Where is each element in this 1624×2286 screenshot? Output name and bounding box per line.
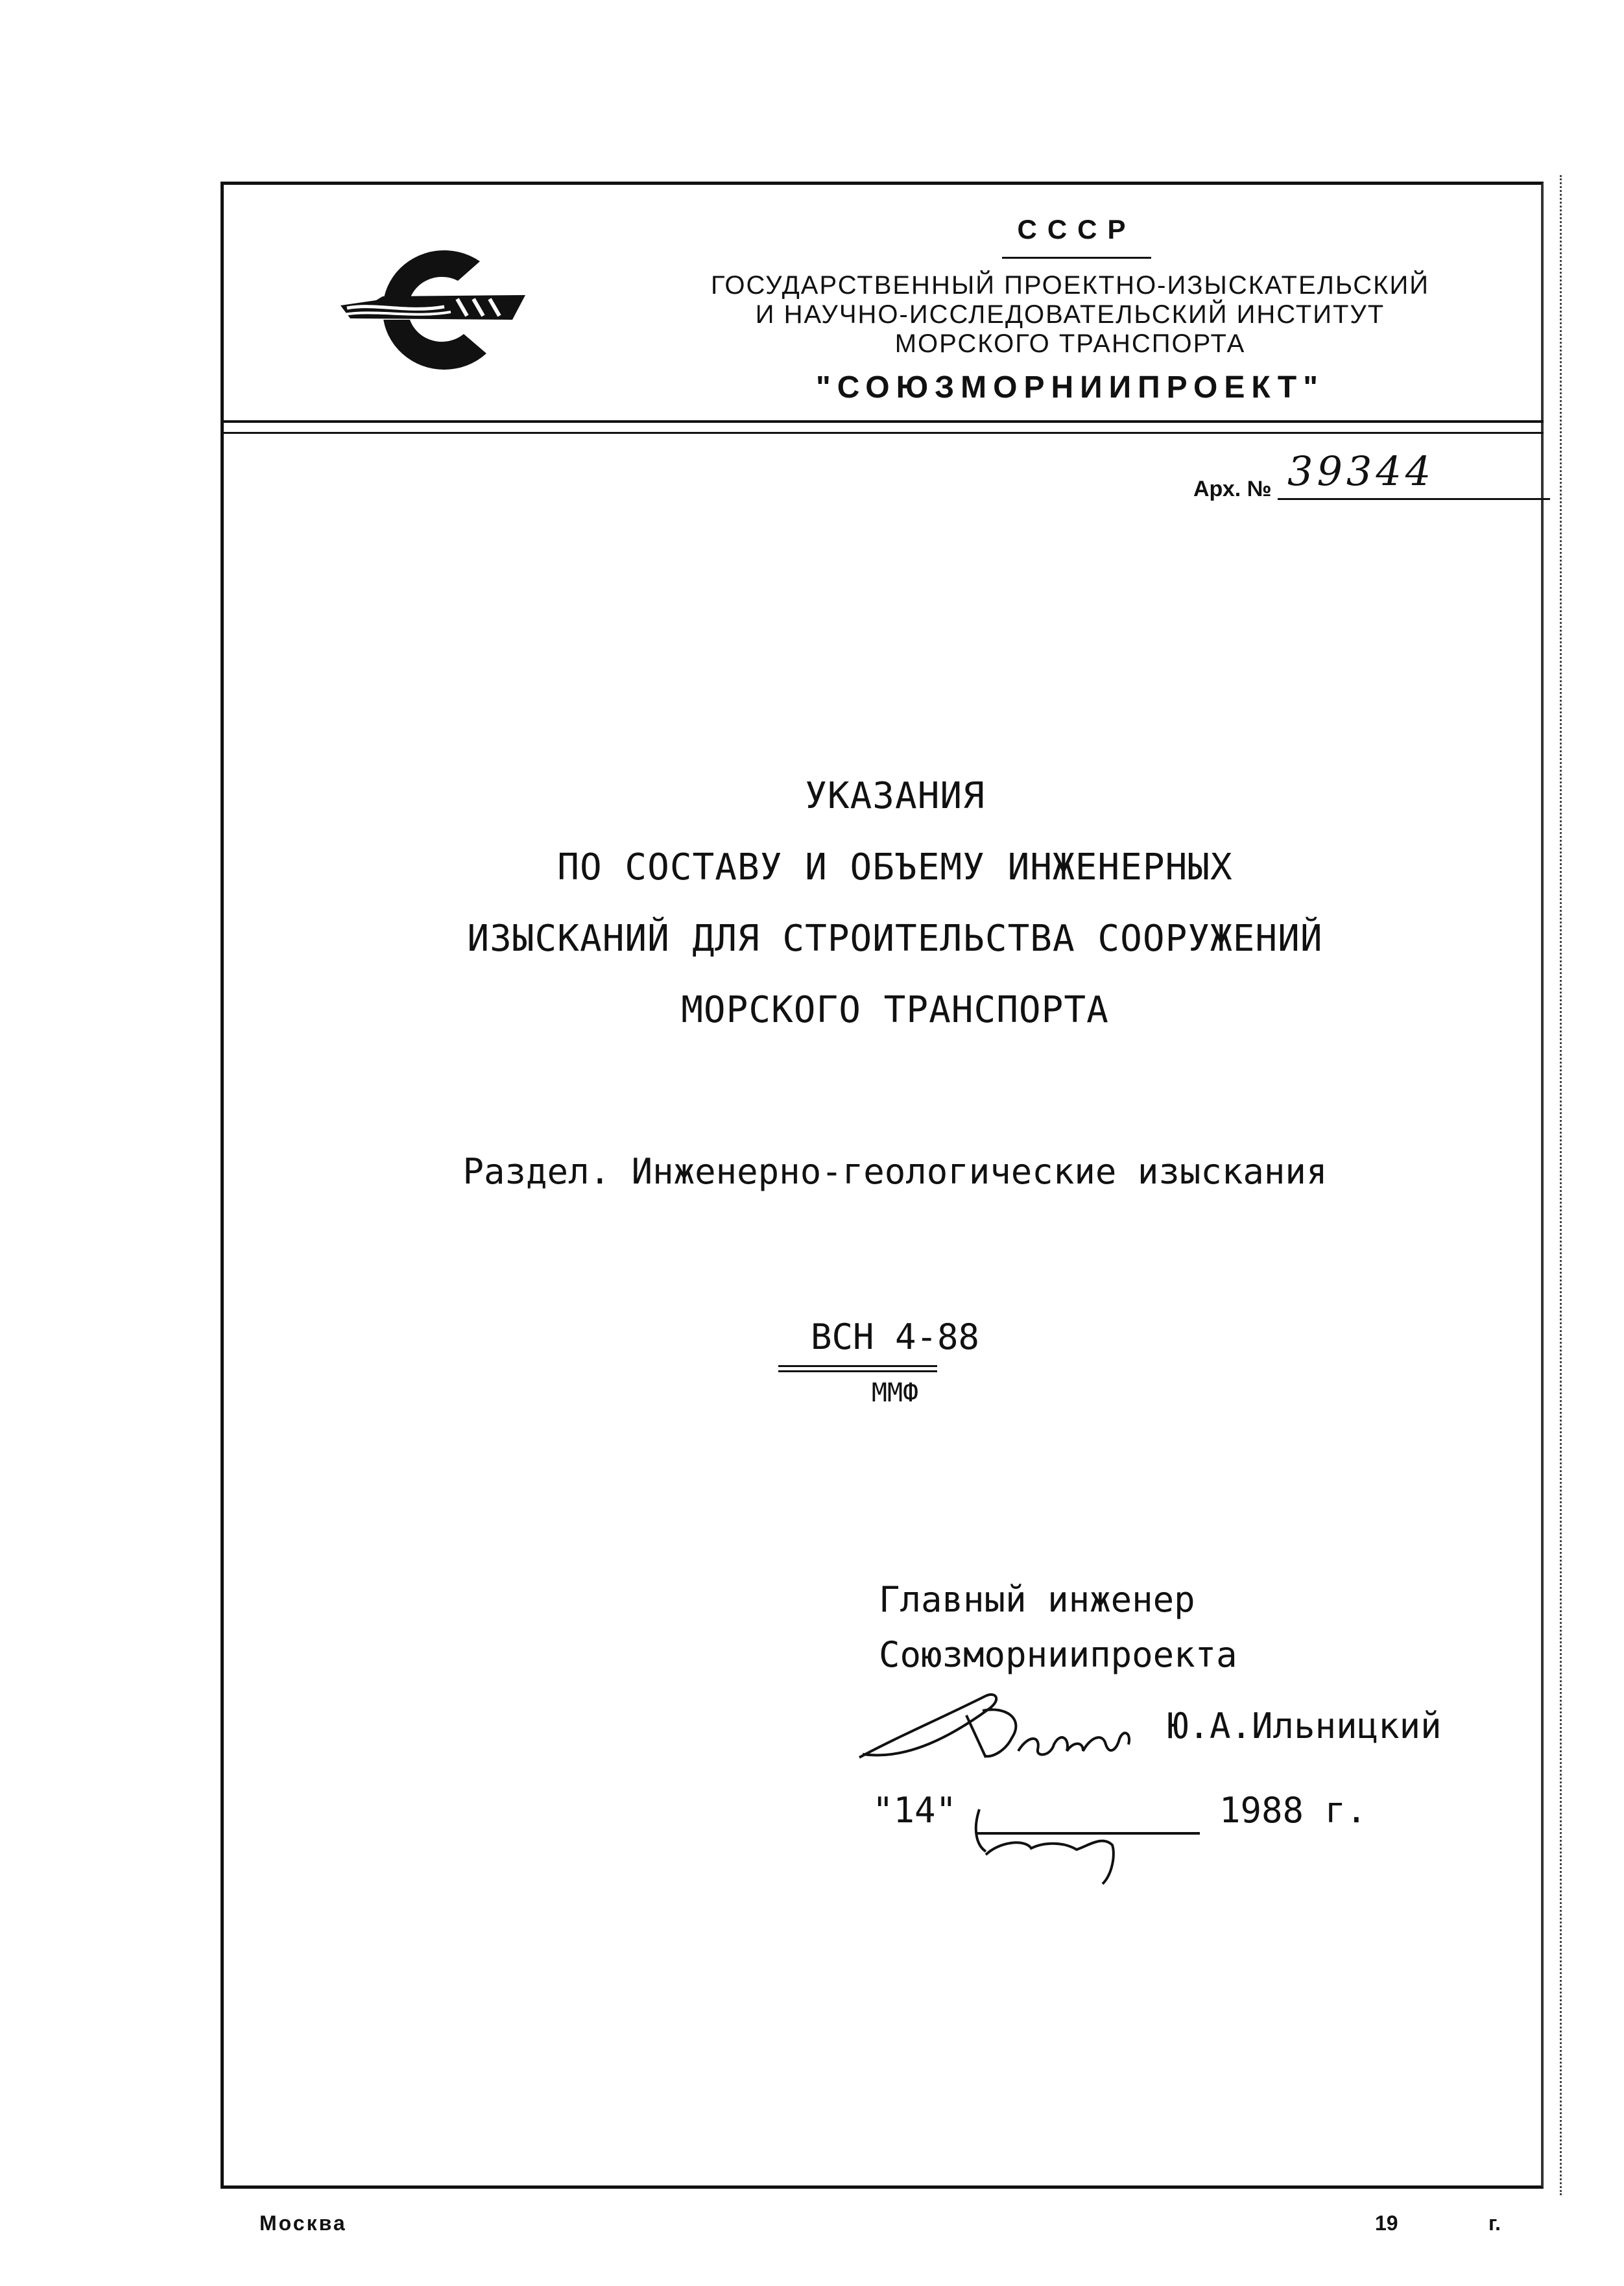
country-underline xyxy=(1002,257,1151,259)
archive-number-line xyxy=(1278,498,1550,500)
document-title-line: УКАЗАНИЯ xyxy=(805,775,985,817)
footer-year-suffix: г. xyxy=(1488,2211,1501,2235)
institute-line: ГОСУДАРСТВЕННЫЙ ПРОЕКТНО-ИЗЫСКАТЕЛЬСКИЙ xyxy=(711,271,1429,300)
archive-label: Арх. № xyxy=(1193,477,1272,501)
code-underline-second xyxy=(778,1370,937,1372)
document-title-line: ПО СОСТАВУ И ОБЪЕМУ ИНЖЕНЕРНЫХ xyxy=(557,846,1233,888)
approval-date-year: 1988 г. xyxy=(1219,1790,1367,1831)
organization-name: "СОЮЗМОРНИИПРОЕКТ" xyxy=(816,370,1324,405)
document-title-line: ИЗЫСКАНИЙ ДЛЯ СТРОИТЕЛЬСТВА СООРУЖЕНИЙ xyxy=(467,918,1323,960)
date-month-line xyxy=(976,1832,1200,1835)
ministry-label: ММФ xyxy=(871,1378,919,1408)
document-title-line: МОРСКОГО ТРАНСПОРТА xyxy=(681,989,1109,1031)
approval-position: Главный инженер xyxy=(879,1579,1195,1620)
institute-name xyxy=(649,271,1492,359)
archive-number: 39344 xyxy=(1287,447,1435,495)
country-name: СССР xyxy=(1017,214,1136,244)
document-code: ВСН 4-88 xyxy=(810,1316,980,1357)
signatory-name: Ю.А.Ильницкий xyxy=(1167,1706,1442,1746)
approval-date-day: "14" xyxy=(872,1790,957,1831)
institute-line: МОРСКОГО ТРАНСПОРТА xyxy=(894,329,1246,358)
header-divider xyxy=(221,420,1544,423)
institute-line: И НАУЧНО-ИССЛЕДОВАТЕЛЬСКИЙ ИНСТИТУТ xyxy=(755,300,1385,329)
code-underline xyxy=(778,1365,937,1367)
header-divider-second xyxy=(221,432,1544,434)
footer-year-prefix: 19 xyxy=(1375,2211,1398,2235)
frame-edge xyxy=(1560,175,1564,2195)
footer-city: Москва xyxy=(259,2211,347,2235)
approval-organization: Союзморниипроекта xyxy=(879,1634,1237,1675)
section-title: Раздел. Инженерно-геологические изыскания xyxy=(462,1151,1328,1192)
soyuzmorniiproekt-logo-icon xyxy=(337,243,532,373)
